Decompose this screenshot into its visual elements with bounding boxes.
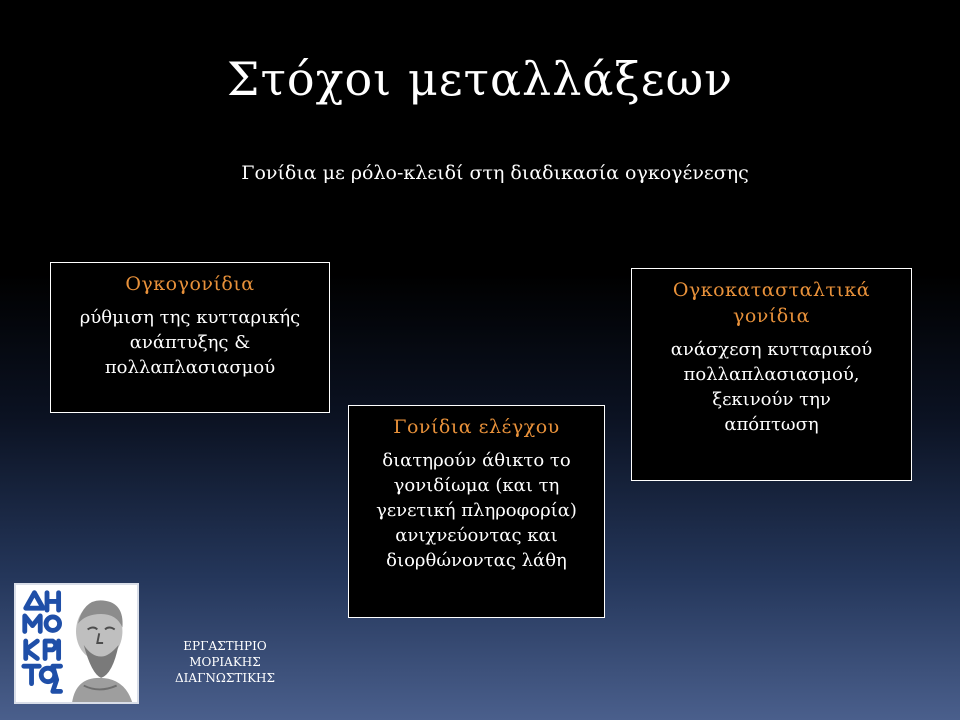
tumor-suppressors-line: ανάσχεση κυτταρικού [670, 339, 873, 360]
control-genes-line: ανιχνεύοντας και [395, 525, 558, 546]
oncogenes-heading: Ογκογονίδια [125, 273, 255, 295]
logo-graphic [16, 585, 137, 702]
control-genes-line: διατηρούν άθικτο το [382, 450, 571, 471]
slide-title: Στόχοι μεταλλάξεων [226, 52, 734, 106]
tumor-suppressors-heading [638, 277, 905, 329]
oncogenes-line: ανάπτυξης & [129, 332, 251, 353]
oncogenes-line: πολλαπλασιασμού [104, 357, 276, 378]
oncogenes-line: ρύθμιση της κυτταρικής [79, 307, 301, 328]
control-genes-box [348, 405, 605, 618]
oncogenes-box [50, 262, 330, 413]
democritus-logo-icon [14, 583, 139, 704]
control-genes-description [355, 448, 598, 573]
tumor-suppressors-line: ξεκινούν την [712, 389, 831, 410]
control-genes-line: γενετική πληροφορία) [376, 500, 577, 521]
tumor-suppressors-heading-line: γονίδια [732, 305, 810, 327]
lab-name [150, 638, 300, 686]
slide-subtitle: Γονίδια με ρόλο-κλειδί στη διαδικασία ογκογένεσης [241, 162, 749, 184]
lab-name-line: ΔΙΑΓΝΩΣΤΙΚΗΣ [175, 671, 275, 685]
tumor-suppressors-line: πολλαπλασιασμού, [683, 364, 860, 385]
tumor-suppressors-line: απόπτωση [724, 414, 819, 435]
tumor-suppressors-box [631, 268, 912, 481]
control-genes-heading: Γονίδια ελέγχου [393, 416, 560, 438]
control-genes-line: διορθώνοντας λάθη [386, 550, 567, 571]
oncogenes-description [57, 305, 323, 380]
lab-name-line: ΕΡΓΑΣΤΗΡΙΟ [183, 639, 267, 653]
control-genes-line: γονιδίωμα (και τη [393, 475, 560, 496]
tumor-suppressors-description [638, 337, 905, 437]
lab-name-line: ΜΟΡΙΑΚΗΣ [189, 655, 261, 669]
tumor-suppressors-heading-line: Ογκοκατασταλτικά [672, 279, 871, 301]
